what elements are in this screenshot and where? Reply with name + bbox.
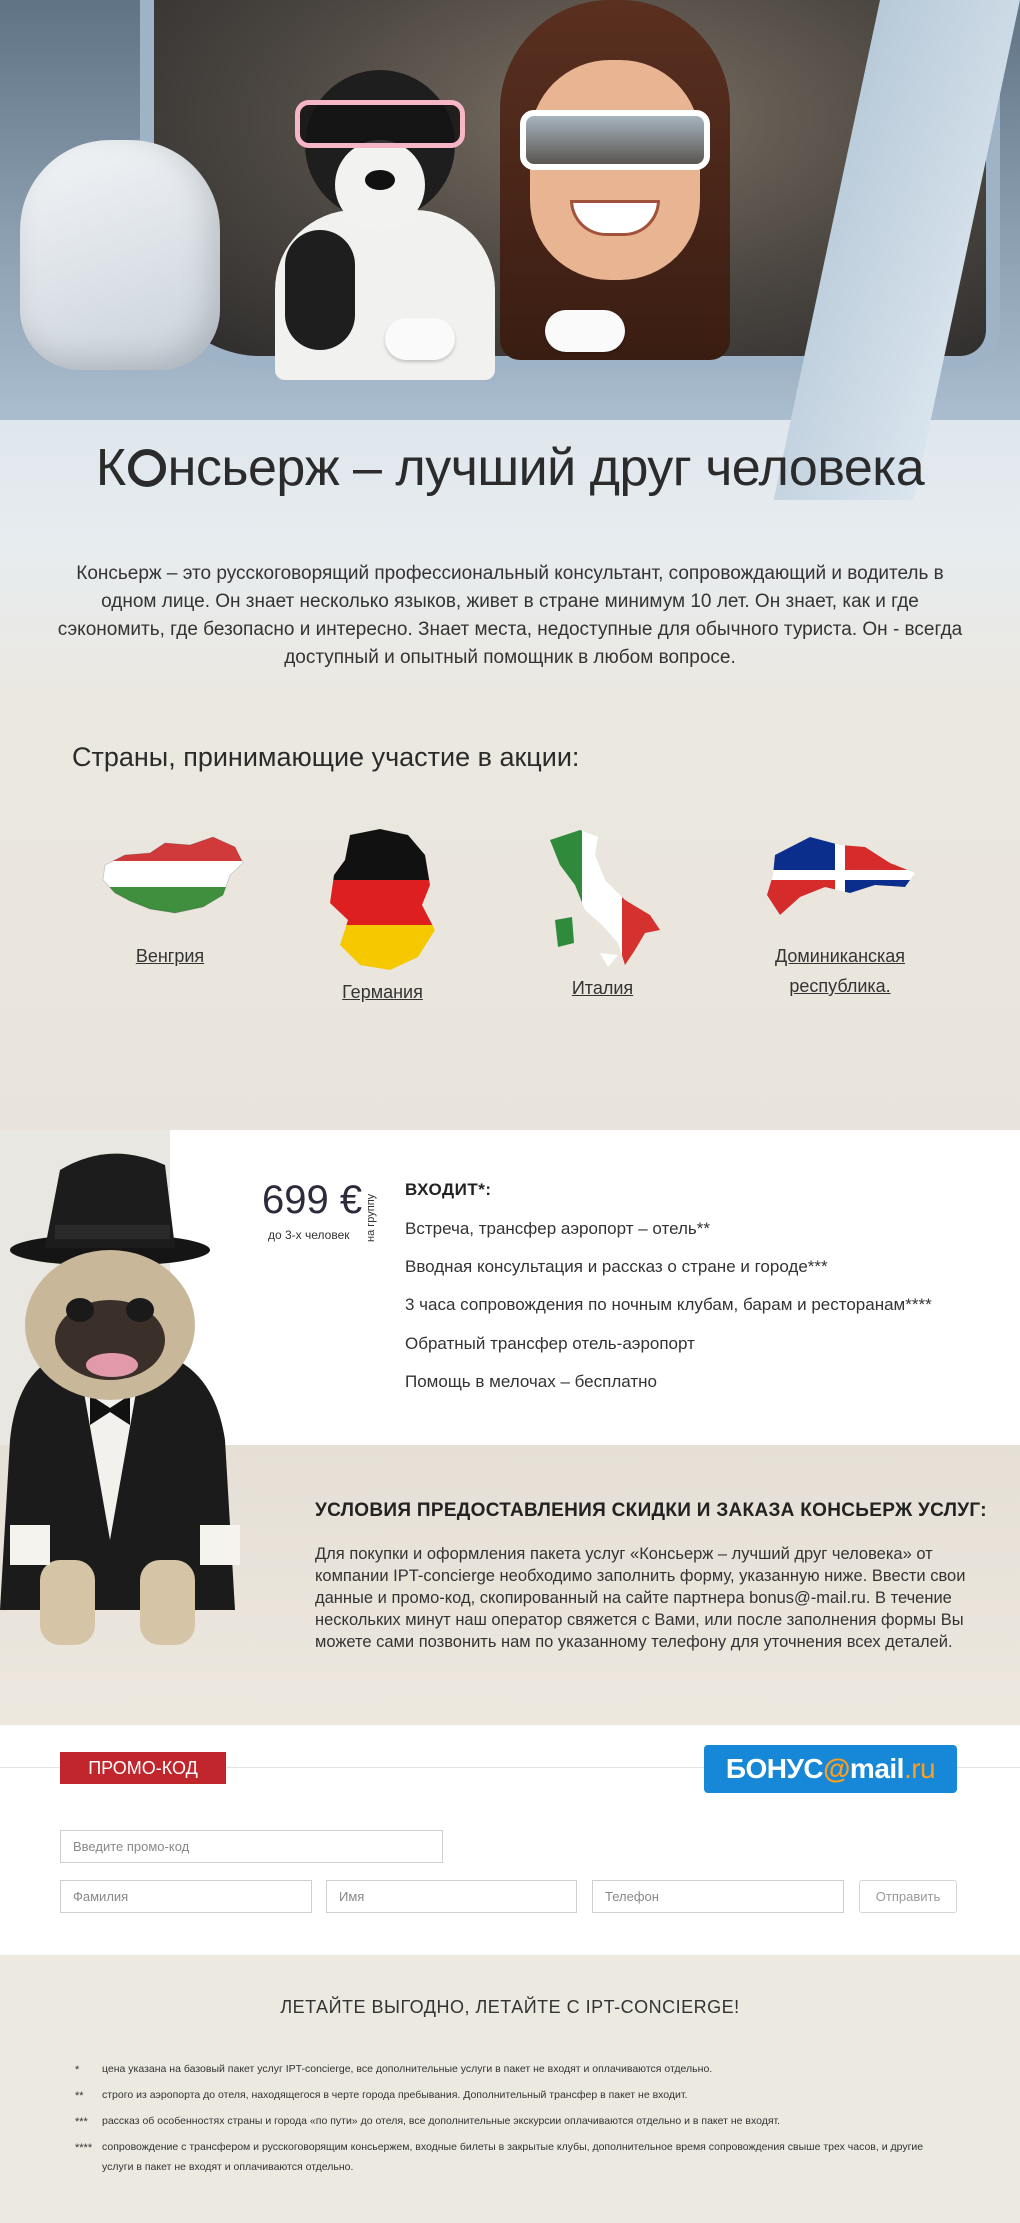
conditions-text: Для покупки и оформления пакета услуг «Консьерж – лучший друг человека» от компании IPT-concierge необходимо заполнить форму, указанную ниже. Ввести свои данные и промо-код, скопированный на сайте партнера bonus@-mail.ru. В течение нескольких минут наш оператор свяжется с Вами, или после заполнения формы Вы можете сами позвонить нам по указанному телефону для уточнения всех деталей. xyxy=(315,1545,966,1651)
country-germany[interactable] xyxy=(320,825,445,1007)
promo-code-input[interactable]: Введите промо-код xyxy=(60,1830,443,1863)
footnote-mark: ** xyxy=(75,2090,84,2102)
footnote-text: сопровождение с трансфером и русскоговорящим консьержем, входные билеты в закрытые клубы, дополнительное время сопровождения свыше трех часов, и другие услуги в пакет не входят и оплачиваются отдельно. xyxy=(102,2141,924,2173)
footnote-text: рассказ об особенностях страны и города «по пути» до отеля, все дополнительные экскурсии оплачиваются отдельно и в пакет не входят. xyxy=(102,2115,781,2127)
country-link-germany[interactable]: Германия xyxy=(342,982,423,1002)
country-link-italy[interactable]: Италия xyxy=(571,978,634,998)
includes-item: Обратный трансфер отель-аэропорт xyxy=(405,1334,695,1353)
includes-title: ВХОДИТ*: xyxy=(405,1180,492,1199)
firstname-input[interactable]: Имя xyxy=(326,1880,577,1913)
dog-with-glasses xyxy=(265,30,505,370)
hero-photo xyxy=(0,0,1020,420)
dog-paw xyxy=(385,318,455,360)
footnote-text: строго из аэропорта до отеля, находящегося в черте города пребывания. Дополнительный трансфер в пакет не входит. xyxy=(102,2089,688,2101)
country-hungary[interactable] xyxy=(95,825,245,971)
smiling-woman xyxy=(500,0,730,360)
price-subtitle: до 3-х человек xyxy=(268,1228,350,1242)
submit-button[interactable]: Отправить xyxy=(859,1880,957,1913)
includes-item: Помощь в мелочах – бесплатно xyxy=(405,1372,657,1391)
price-per-group: на группу xyxy=(365,1193,377,1242)
paw-icon xyxy=(128,449,166,487)
hungary-flag-map-icon xyxy=(95,825,245,925)
italy-flag-map-icon xyxy=(540,825,665,975)
hero-description: Консьерж – это русскоговорящий профессиональный консультант, сопровождающий и водитель в одном лице. Он знает несколько языков, живет в стране минимум 10 лет. Он знает, как и где сэкономить, где безопасно и интересно. Знает места, недоступные для обычного туриста. Он - всегда доступный и опытный помощник в любом вопросе. xyxy=(57,563,963,668)
includes-item: Встреча, трансфер аэропорт – отель** xyxy=(405,1219,710,1238)
conditions-title: УСЛОВИЯ ПРЕДОСТАВЛЕНИЯ СКИДКИ И ЗАКАЗА КОНСЬЕРЖ УСЛУГ: xyxy=(315,1500,987,1521)
lastname-input[interactable]: Фамилия xyxy=(60,1880,312,1913)
country-link-dominican[interactable]: Доминиканская республика. xyxy=(774,946,906,996)
country-italy[interactable] xyxy=(540,825,665,1003)
bonus-mail-ru-logo[interactable]: БОНУС@mail.ru xyxy=(704,1745,957,1793)
dominican-flag-map-icon xyxy=(755,825,925,925)
pug-in-tuxedo-image xyxy=(0,1140,300,1660)
includes-item: Вводная консультация и рассказ о стране и городе*** xyxy=(405,1257,828,1276)
footnote-text: цена указана на базовый пакет услуг IPT-concierge, все дополнительные услуги в пакет не входят и оплачиваются отдельно. xyxy=(102,2063,713,2075)
includes-item: 3 часа сопровождения по ночным клубам, барам и ресторанам**** xyxy=(405,1295,932,1314)
country-link-hungary[interactable]: Венгрия xyxy=(135,946,205,966)
footnote-mark: **** xyxy=(75,2142,93,2154)
page-title: К нсьерж – лучший друг человека xyxy=(95,439,925,497)
footnote-mark: * xyxy=(75,2064,80,2076)
woman-hand xyxy=(545,310,625,352)
footnote-mark: *** xyxy=(75,2116,88,2128)
countries-title: Страны, принимающие участие в акции: xyxy=(72,742,580,772)
country-dominican[interactable] xyxy=(755,825,925,1001)
price: 699 € xyxy=(262,1178,363,1222)
germany-flag-map-icon xyxy=(320,825,445,975)
side-mirror xyxy=(20,140,220,370)
phone-input[interactable]: Телефон xyxy=(592,1880,844,1913)
footer-slogan: ЛЕТАЙТЕ ВЫГОДНО, ЛЕТАЙТЕ С IPT-CONCIERGE! xyxy=(280,1997,740,2017)
promo-code-label: ПРОМО-КОД xyxy=(60,1752,226,1784)
